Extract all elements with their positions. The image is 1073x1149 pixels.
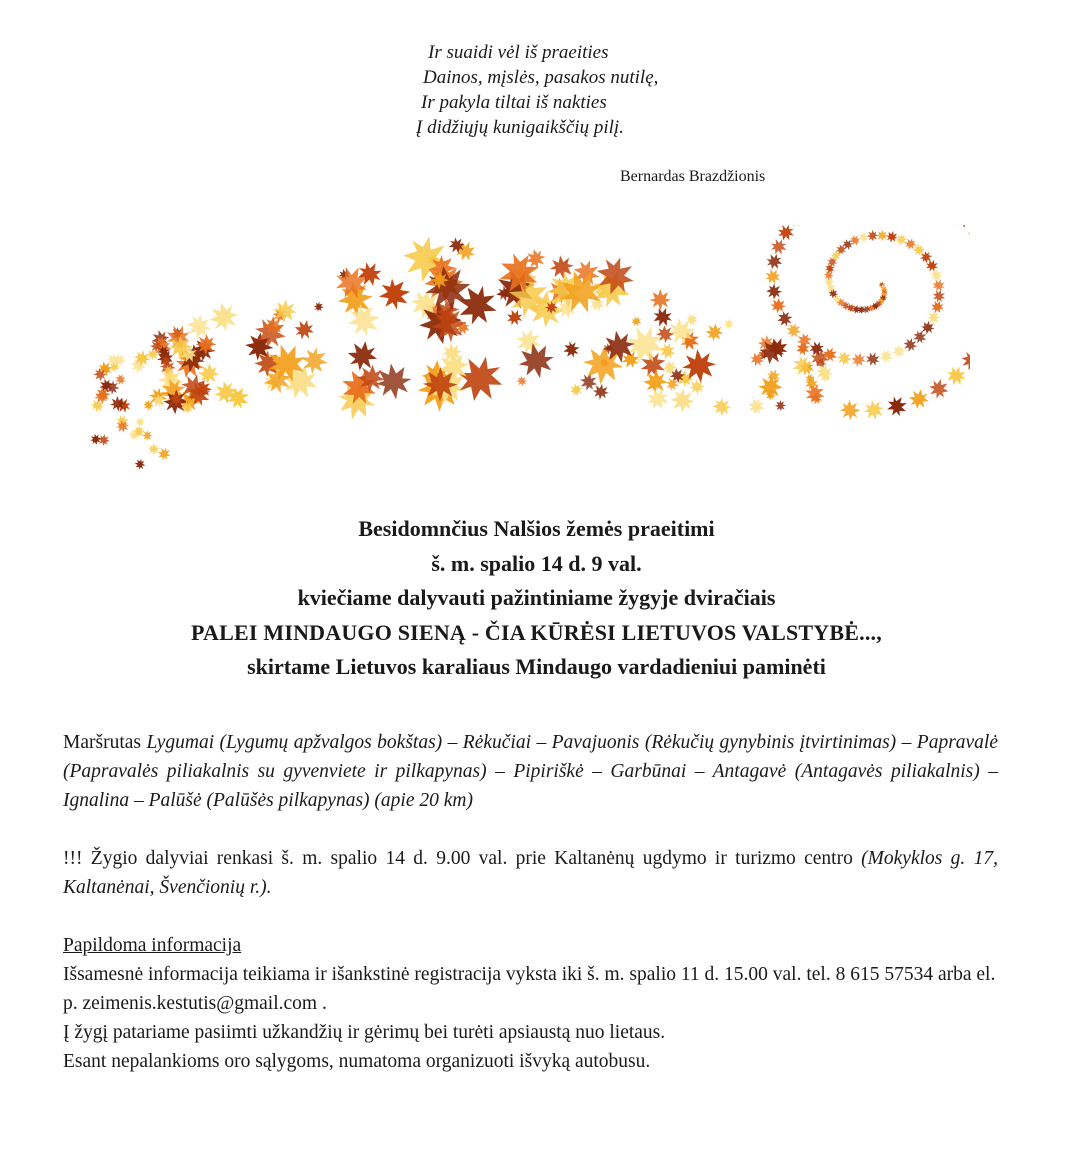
info-line: Išsamesnė informacija teikiama ir išankstinė registracija vyksta iki š. m. spalio 11 d. 15.00 val. tel. 8 615 57534 arba el. p. zeimenis.kestutis@gmail.com . bbox=[63, 964, 996, 1014]
route-paragraph bbox=[63, 728, 998, 815]
autumn-leaves-icon bbox=[90, 225, 970, 485]
info-line: Į žygį patariame pasiimti užkandžių ir gėrimų bei turėti apsiaustą nuo lietaus. bbox=[63, 1022, 666, 1043]
meeting-paragraph bbox=[63, 844, 998, 902]
route-label: Maršrutas bbox=[63, 732, 141, 753]
info-line: Esant nepalankioms oro sąlygoms, numatoma organizuoti išvyką autobusu. bbox=[63, 1051, 651, 1072]
info-heading: Papildoma informacija bbox=[63, 935, 242, 956]
poem-author: Bernardas Brazdžionis bbox=[620, 168, 766, 185]
headline-line: Besidomnčius Nalšios žemės praeitimi bbox=[358, 516, 715, 541]
poem-line: Dainos, mįslės, pasakos nutilę, bbox=[423, 67, 659, 88]
meeting-text: !!! Žygio dalyviai renkasi š. m. spalio 14 d. 9.00 val. prie Kaltanėnų ugdymo ir turizmo centro bbox=[63, 848, 853, 869]
poem-line: Ir suaidi vėl iš praeities bbox=[428, 42, 609, 63]
poem-line: Į didžiųjų kunigaikščių pilį. bbox=[416, 117, 624, 138]
info-paragraph bbox=[63, 931, 998, 1076]
headline-line: kviečiame dalyvauti pažintiniame žygyje dviračiais bbox=[297, 585, 776, 610]
poem bbox=[400, 40, 820, 140]
event-details bbox=[63, 728, 998, 1105]
event-title: PALEI MINDAUGO SIENĄ - ČIA KŪRĖSI LIETUVOS VALSTYBĖ..., bbox=[191, 619, 882, 645]
poem-line: Ir pakyla tiltai iš nakties bbox=[421, 92, 607, 113]
event-headline bbox=[0, 512, 1073, 685]
meeting-address: (Mokyklos g. 17, Kaltanėnai, Švenčionių r.). bbox=[63, 848, 998, 898]
headline-date: š. m. spalio 14 d. 9 val. bbox=[431, 550, 642, 576]
headline-line: skirtame Lietuvos karaliaus Mindaugo vardadieniui paminėti bbox=[247, 654, 826, 679]
route-text: Lygumai (Lygumų apžvalgos bokštas) – Rėkučiai – Pavajuonis (Rėkučių gynybinis įtvirtinimas) – Papravalė (Papravalės piliakalnis su gyvenviete ir pilkapynas) – Pipiriškė – Garbūnai – Antagavė (Antagavės piliakalnis) – Ignalina – Palūšė (Palūšės pilkapynas) (apie 20 km) bbox=[63, 732, 999, 811]
